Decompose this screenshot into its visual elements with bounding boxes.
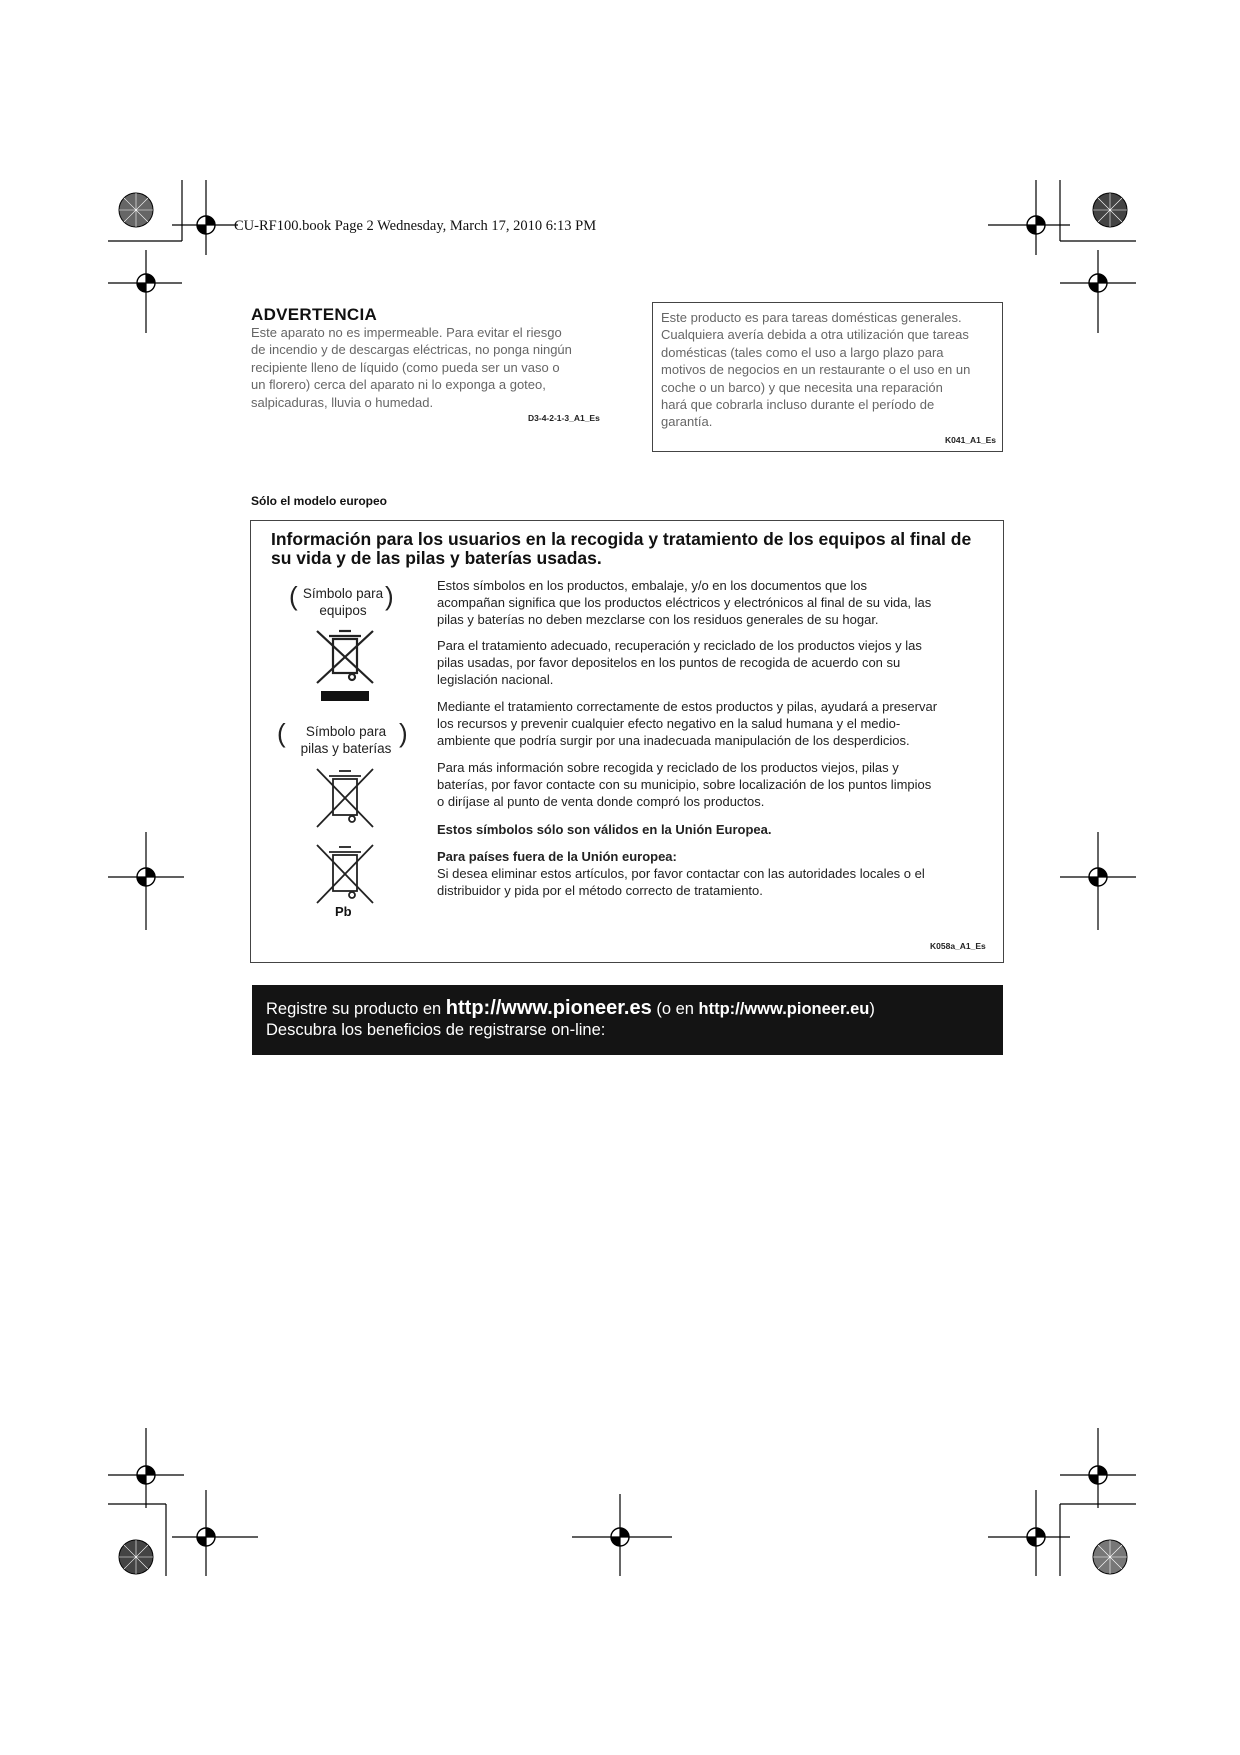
info-code: K058a_A1_Es [930,941,986,951]
info-line: pilas usadas, por favor depositelos en los puntos de recogida de acuerdo con su [437,655,901,670]
info-title [271,530,991,568]
symbol-batteries-line: pilas y baterías [300,741,392,756]
pb-label: Pb [335,904,352,919]
info-title-line: Información para los usuarios en la recogida y tratamiento de los equipos al final de [271,529,972,549]
notice-line: Cualquiera avería debida a otra utilización que tareas [661,327,969,343]
warning-line: un florero) cerca del aparato ni lo exponga a goteo, [251,377,546,393]
symbol-equipment-line: Símbolo para [302,586,384,601]
registration-middle: (o en [651,1000,699,1018]
paren-right: ) [399,718,408,748]
crossed-bin-icon [313,627,377,685]
registration-banner [252,985,1003,1055]
symbol-batteries-label [289,723,403,757]
warning-code: D3-4-2-1-3_A1_Es [528,413,600,423]
model-label: Sólo el modelo europeo [251,494,388,508]
info-line: Estos símbolos en los productos, embalaje, y/o en los documentos que los [437,578,867,593]
crossed-battery-bin-icon [313,767,377,829]
symbol-batteries-line: Símbolo para [305,724,387,739]
notice-line: domésticas (tales como el uso a largo plazo para [661,344,944,360]
outside-eu-body [437,865,993,899]
notice-line: hará que cobrarla incluso durante el período de [661,397,935,413]
info-line: Si desea eliminar estos artículos, por favor contactar con las autoridades locales o el [437,866,925,881]
symbol-equipment-line: equipos [319,603,367,618]
registration-benefits: Descubra los beneficios de registrarse on-line: [266,1021,606,1039]
notice-line: garantía. [661,414,713,430]
info-line: los recursos y prevenir cualquier efecto negativo en la salud humana y el medio- [437,716,901,731]
weee-info-box [250,520,1004,963]
registration-suffix: ) [869,1000,875,1018]
outside-eu-title: Para países fuera de la Unión europea: [437,849,677,864]
notice-line: Este producto es para tareas domésticas generales. [661,310,962,325]
warning-line: de incendio y de descargas eléctricas, no ponga ningún [251,342,572,358]
registration-line [266,997,875,1020]
info-line: o diríjase al punto de venta donde compró los productos. [437,794,765,809]
info-paragraph [437,698,993,749]
info-line: legislación nacional. [437,672,554,687]
warning-line: recipiente lleno de líquido (como pueda ser un vaso o [251,359,560,375]
info-line: Mediante el tratamiento correctamente de estos productos y pilas, ayudará a preservar [437,699,938,714]
registration-prefix: Registre su producto en [266,1000,446,1018]
pioneer-eu-link[interactable]: http://www.pioneer.eu [698,1000,870,1018]
info-paragraph [437,759,993,810]
notice-code: K041_A1_Es [945,435,997,445]
notice-line: coche o un barco) y que necesita una reparación [661,379,943,395]
warning-body [251,324,611,411]
info-line: acompañan significa que los productos eléctricos y electrónicos al final de su vida, las [437,595,932,610]
warning-line: salpicaduras, lluvia o humedad. [251,394,434,410]
print-header: CU-RF100.book Page 2 Wednesday, March 17, 2010 6:13 PM [234,218,597,234]
black-bar-icon [321,691,369,701]
info-line: Para más información sobre recogida y reciclado de los productos viejos, pilas y [437,760,899,775]
info-paragraph [437,637,993,688]
paren-left: ( [289,581,298,611]
info-paragraph [437,577,993,628]
info-line: Para el tratamiento adecuado, recuperación y reciclado de los productos viejos y las [437,638,922,653]
paren-right: ) [385,581,394,611]
info-line: ambiente que podría surgir por una inadecuada manipulación de los desperdicios. [437,733,910,748]
info-line: distribuidor y pida por el método correcto de tratamiento. [437,883,763,898]
symbol-equipment-label [295,585,391,619]
crossed-battery-bin-pb-icon [313,843,377,905]
domestic-use-notice [652,302,1003,452]
info-title-line: su vida y de las pilas y baterías usadas. [271,548,602,568]
paren-left: ( [277,718,286,748]
info-line: pilas y baterías no deben mezclarse con los residuos generales de su hogar. [437,612,879,627]
warning-title: ADVERTENCIA [251,305,378,324]
notice-body [661,309,999,431]
info-line: baterías, por favor contacte con su municipio, sobre localización de los puntos limpios [437,777,932,792]
pioneer-es-link[interactable]: http://www.pioneer.es [445,997,652,1019]
warning-line: Este aparato no es impermeable. Para evitar el riesgo [251,325,562,340]
eu-only-note: Estos símbolos sólo son válidos en la Unión Europea. [437,822,772,837]
notice-line: motivos de negocios en un restaurante o el uso en un [661,362,971,378]
